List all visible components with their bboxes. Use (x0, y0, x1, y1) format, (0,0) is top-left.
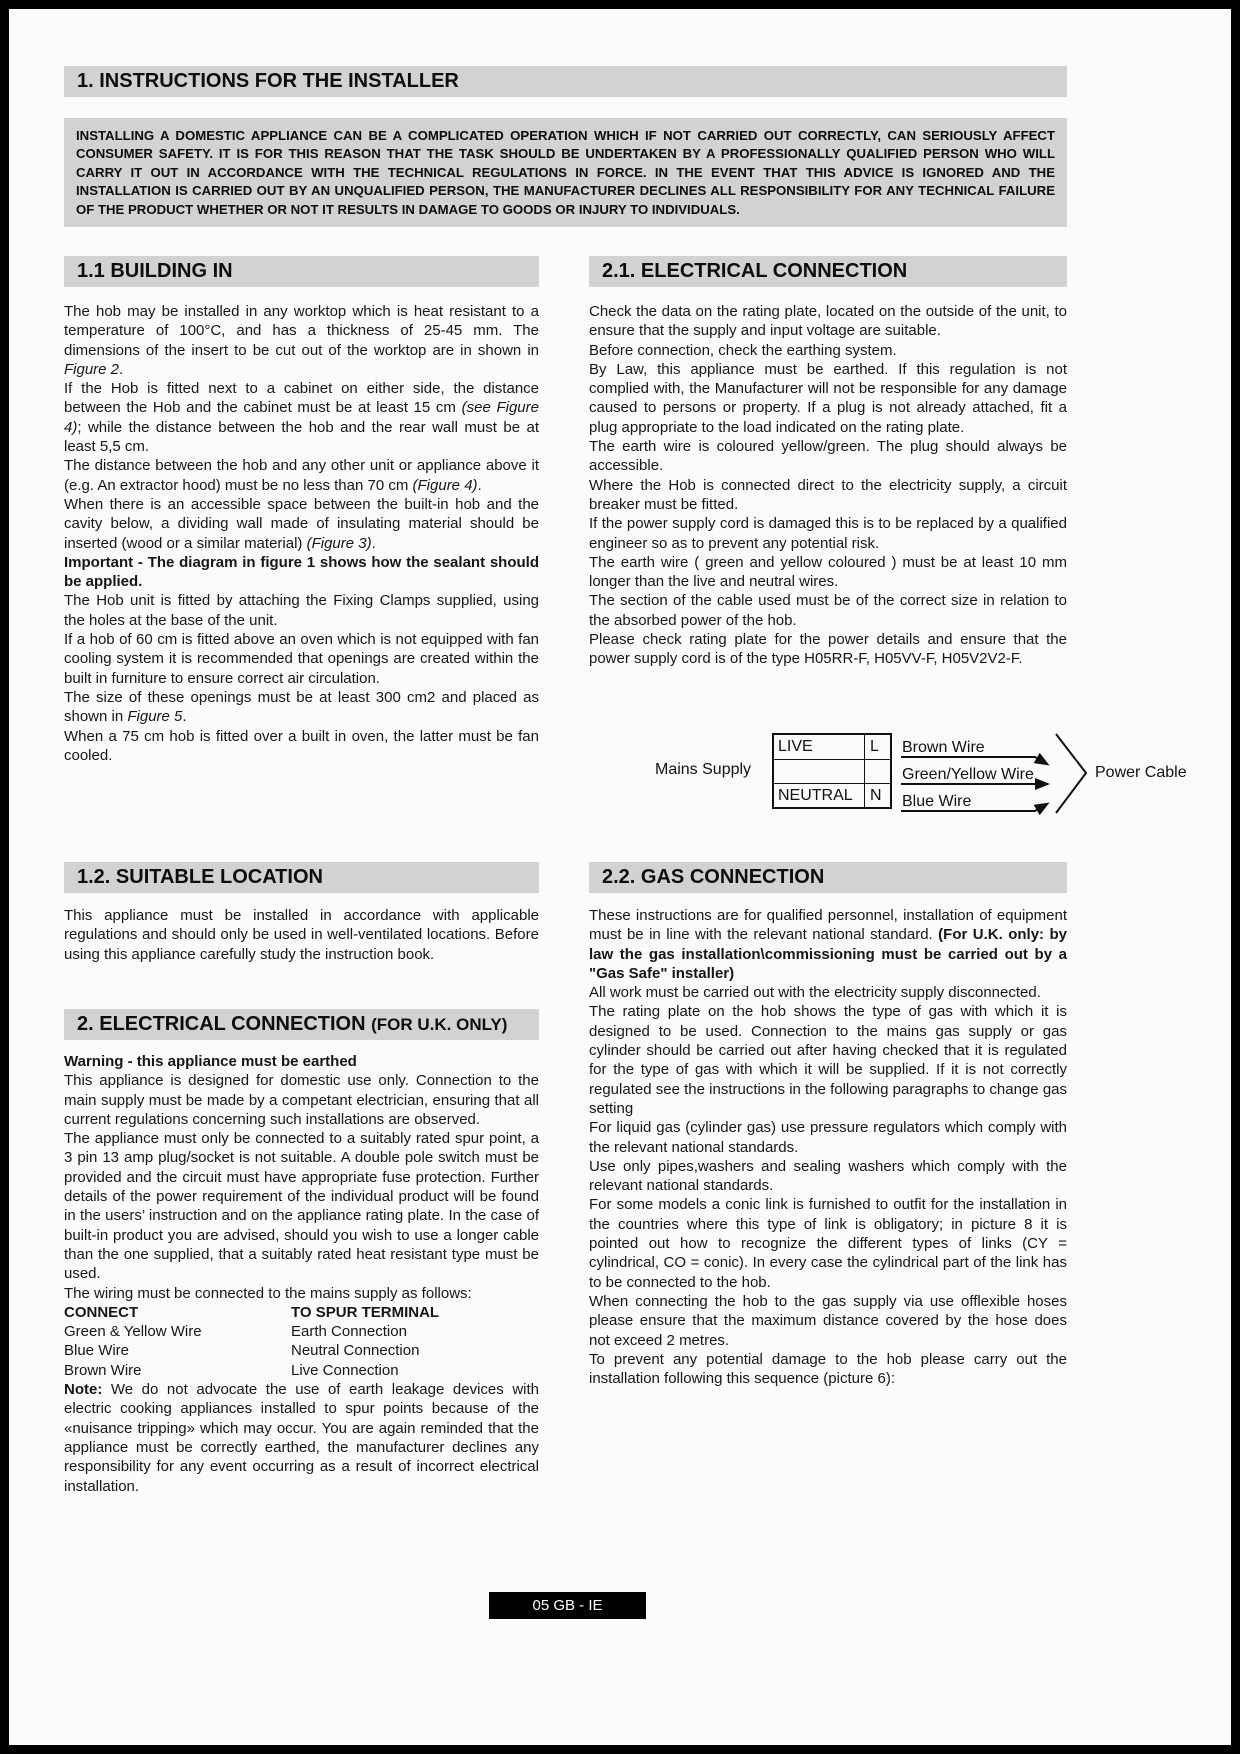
paragraph: This appliance must be installed in accordance with applicable regulations and should only be used in well-ventilated locations. Before using this appliance carefully study the instruction book. (64, 907, 539, 963)
green-yellow-wire-label: Green/Yellow Wire (902, 766, 1034, 783)
mains-wiring-diagram (589, 721, 1239, 826)
blue-wire-label: Blue Wire (902, 793, 972, 810)
paragraph: If the Hob is fitted next to a cabinet on either side, the distance between the Hob and the cabinet must be at least 15 cm (see Figure 4); while the distance between the hob and the rear wall must be at least 5,5 cm. (64, 380, 539, 456)
gas-22-body (589, 906, 1067, 1388)
section-heading-gas-22: 2.2. GAS CONNECTION (589, 862, 1067, 893)
paragraph: The hob may be installed in any worktop which is heat resistant to a temperature of 100°C, and has a thickness of 25-45 mm. The dimensions of the insert to be cut out of the worktop are in shown in Figure 2. (64, 303, 539, 378)
paragraph: All work must be carried out with the electricity supply disconnected. (589, 984, 1041, 1002)
paragraph-note: Note: We do not advocate the use of earth leakage devices with electric cooking appliances installed to spur points because of the «nuisance tripping» which may occur. You are again reminded that the appliance must be correctly earthed, the manufacturer declines any responsibility for any event occurring as a result of incorrect electrical installation. (64, 1381, 539, 1495)
paragraph: The earth wire is coloured yellow/green. The plug should always be accessible. (589, 438, 1067, 475)
brown-wire-label: Brown Wire (902, 739, 985, 756)
heading-text: 2. ELECTRICAL CONNECTION (77, 1013, 366, 1035)
connect-table-header: CONNECT (64, 1303, 139, 1321)
connect-table-cell: Blue Wire (64, 1342, 130, 1360)
paragraph: When a 75 cm hob is fitted over a built in oven, the latter must be fan cooled. (64, 727, 539, 764)
section-heading-electrical-21: 2.1. ELECTRICAL CONNECTION (589, 256, 1067, 287)
section-heading-suitable-location: 1.2. SUITABLE LOCATION (64, 862, 539, 893)
connect-table (64, 1303, 539, 1380)
paragraph: Where the Hob is connected direct to the electricity supply, a circuit breaker must be fitted. (589, 476, 1067, 513)
paragraph: The size of these openings must be at least 300 cm2 and placed as shown in Figure 5. (64, 688, 539, 726)
paragraph: If a hob of 60 cm is fitted above an oven which is not equipped with fan cooling system it is recommended that openings are created within the built in furniture to ensure correct air circulation. (64, 631, 539, 687)
paragraph: By Law, this appliance must be earthed. If this regulation is not complied with, the Manufacturer will not be responsible for any damage caused to persons or property. If a plug is not already attached, fit a plug appropriate to the load indicated on the rating plate. (589, 360, 1067, 436)
paragraph: The Hob unit is fitted by attaching the Fixing Clamps supplied, using the holes at the base of the unit. (64, 592, 539, 629)
terminal-cell: N (864, 783, 890, 807)
paragraph: The appliance must only be connected to a suitably rated spur point, a 3 pin 13 amp plug/socket is not suitable. A double pole switch must be provided and the circuit must have appropriate fuse protection. Further details of the power requirement of the individual product will be found in the users’ instruction and on the appliance rating plate. In the case of built-in product you are advised, should you wish to use a longer cable than the one supplied, that a suitably rated heat resistant type must be used. (64, 1130, 539, 1283)
paragraph: If the power supply cord is damaged this is to be replaced by a qualified engineer so as to prevent any potential risk. (589, 515, 1067, 552)
paragraph-important: Important - The diagram in figure 1 shows how the sealant should be applied. (64, 553, 539, 591)
terminal-cell: LIVE (778, 738, 813, 755)
paragraph: Please check rating plate for the power details and ensure that the power supply cord is of the type H05RR-F, H05VV-F, H05V2V2-F. (589, 631, 1067, 668)
power-cable-label: Power Cable (1095, 764, 1187, 781)
section-heading-installer: 1. INSTRUCTIONS FOR THE INSTALLER (64, 66, 1067, 97)
paragraph: Before connection, check the earthing system. (589, 341, 897, 359)
page-number: 05 GB - IE (489, 1592, 646, 1619)
paragraph: The distance between the hob and any other unit or appliance above it (e.g. An extractor hood) must be no less than 70 cm (Figure 4). (64, 457, 539, 494)
paragraph: The earth wire ( green and yellow coloured ) must be at least 10 mm longer than the live and neutral wires. (589, 553, 1067, 591)
paragraph: To prevent any potential damage to the hob please carry out the installation following this sequence (picture 6): (589, 1350, 1067, 1388)
paragraph: When there is an accessible space between the built-in hob and the cavity below, a dividing wall made of insulating material should be inserted (wood or a similar material) (Figure 3). (64, 495, 539, 552)
paragraph: The section of the cable used must be of the correct size in relation to the absorbed power of the hob. (589, 592, 1067, 629)
paragraph: The rating plate on the hob shows the type of gas with which it is designed to be used. Connection to the mains gas supply or gas cylinder should be carried out after having checked that it is regulated for the type of gas with which it will be supplied. If it is not correctly regulated see the instructions in the following paragraphs to change gas setting (589, 1003, 1067, 1117)
paragraph: Check the data on the rating plate, located on the outside of the unit, to ensure that the supply and input voltage are suitable. (589, 303, 1067, 340)
mains-supply-label: Mains Supply (655, 761, 752, 778)
terminal-cell: NEUTRAL (774, 783, 864, 807)
connect-table-cell: Brown Wire (64, 1361, 142, 1379)
warning-earthed-title: Warning - this appliance must be earthed (64, 1053, 357, 1070)
section-heading-building-in: 1.1 BUILDING IN (64, 256, 539, 287)
building-in-body (64, 302, 539, 765)
terminal-cell: L (864, 735, 890, 759)
paragraph: When connecting the hob to the gas supply via use offlexible hoses please ensure that the maximum distance covered by the hose does not exceed 2 metres. (589, 1292, 1067, 1349)
connect-table-cell: Live Connection (291, 1361, 399, 1379)
heading-suffix: (FOR U.K. ONLY) (371, 1015, 508, 1034)
connect-table-header: TO SPUR TERMINAL (291, 1303, 440, 1321)
installer-warning-box: INSTALLING A DOMESTIC APPLIANCE CAN BE A COMPLICATED OPERATION WHICH IF NOT CARRIED OUT CORRECTLY, CAN SERIOUSLY AFFECT CONSUMER SAFETY. IT IS FOR THIS REASON THAT THE TASK SHOULD BE UNDERTAKEN BY A PROFESSIONALLY QUALIFIED PERSON WHO WILL CARRY IT OUT IN ACCORDANCE WITH THE TECHNICAL REGULATIONS IN FORCE. IN THE EVENT THAT THIS ADVICE IS IGNORED AND THE INSTALLATION IS CARRIED OUT BY AN UNQUALIFIED PERSON, THE MANUFACTURER DECLINES ALL RESPONSIBILITY FOR ANY TECHNICAL FAILURE OF THE PRODUCT WHETHER OR NOT IT RESULTS IN DAMAGE TO GOODS OR INJURY TO INDIVIDUALS. (64, 118, 1067, 227)
paragraph: These instructions are for qualified personnel, installation of equipment must be in line with the relevant national standard. (For U.K. only: by law the gas installation\commissioning must be carried out by a "Gas Safe" installer) (589, 907, 1067, 982)
paragraph: Use only pipes,washers and sealing washers which comply with the relevant national standards. (589, 1157, 1067, 1195)
paragraph: For some models a conic link is furnished to outfit for the installation in the countries where this type of link is obligatory; in picture 8 it is pointed out how to recognize the different types of links (CY = cylindrical, CO = conic). In every case the cylindrical part of the link has to be connected to the hob. (589, 1196, 1067, 1291)
paragraph: For liquid gas (cylinder gas) use pressure regulators which comply with the relevant national standards. (589, 1119, 1067, 1156)
paragraph: The wiring must be connected to the mains supply as follows: (64, 1284, 472, 1302)
suitable-location-body (64, 906, 539, 964)
section-heading-electrical-uk (64, 1009, 539, 1040)
connect-table-cell: Green & Yellow Wire (64, 1323, 202, 1341)
electrical-21-body (589, 302, 1067, 669)
connect-table-cell: Neutral Connection (291, 1342, 420, 1360)
electrical-uk-body (64, 1052, 539, 1496)
paragraph: This appliance is designed for domestic use only. Connection to the main supply must be made by a competant electrician, ensuring that all current regulations concerning such installations are observed. (64, 1072, 539, 1128)
connect-table-cell: Earth Connection (291, 1323, 407, 1341)
